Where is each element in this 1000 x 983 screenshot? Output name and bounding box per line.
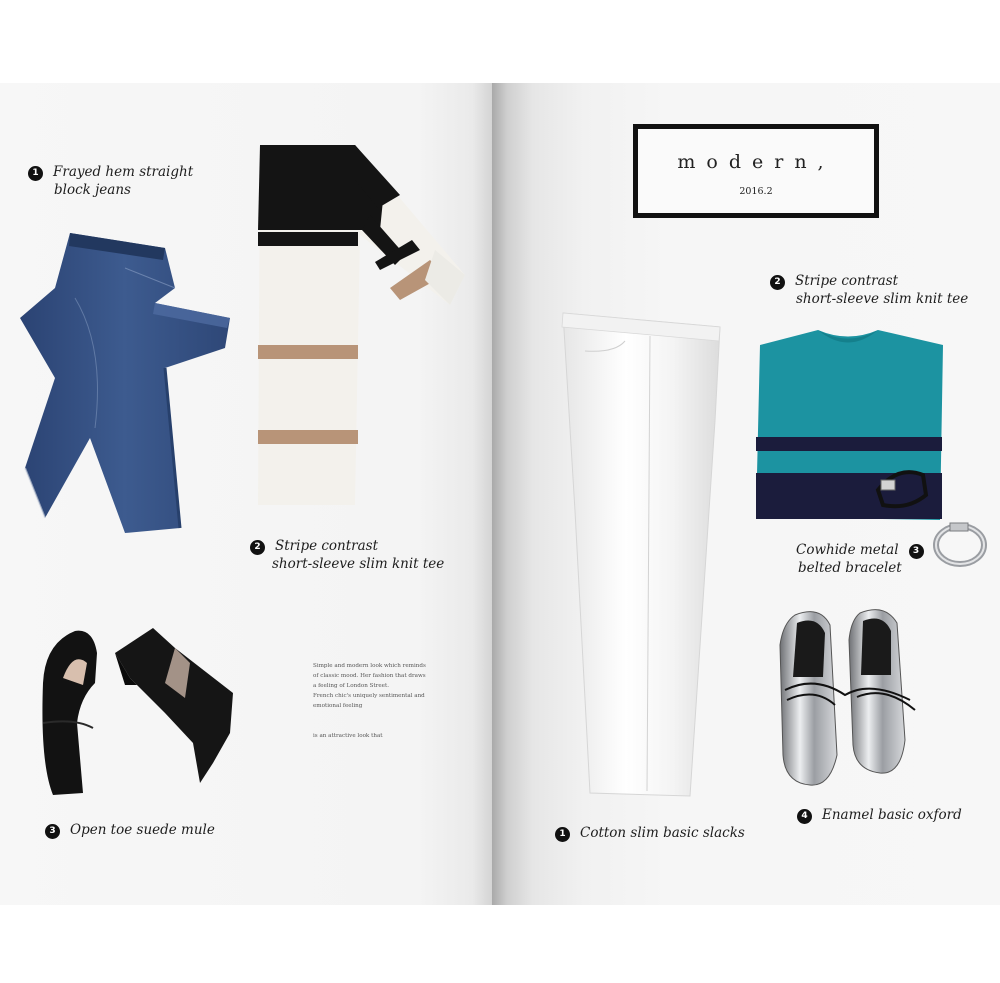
label-knit-tee-right-line1: Stripe contrast [795, 273, 899, 289]
label-mule-line1: Open toe suede mule [70, 822, 215, 838]
white-slacks-image [555, 311, 725, 801]
striped-tee-image [250, 140, 470, 510]
label-slacks [555, 824, 745, 842]
bracelet-image [932, 520, 990, 570]
body-copy-line: a feeling of London Street. [313, 683, 389, 689]
label-oxford-line1: Enamel basic oxford [822, 807, 962, 823]
issue-date: 2016.2 [739, 186, 773, 197]
label-oxford [797, 806, 962, 824]
jeans-image [15, 228, 235, 538]
page-title: modern, [677, 151, 835, 173]
body-copy-line: is an attractive look that [313, 733, 383, 739]
label-knit-tee-left [250, 537, 444, 573]
label-bracelet-line1: Cowhide metal [796, 542, 899, 558]
body-copy-line: emotional feeling [313, 703, 363, 709]
teal-knit-image [748, 325, 953, 525]
label-bracelet-line2: belted bracelet [798, 560, 902, 576]
label-jeans [28, 163, 193, 199]
label-slacks-line1: Cotton slim basic slacks [580, 825, 745, 841]
body-copy-line: Simple and modern look which reminds [313, 663, 426, 669]
label-jeans-line2: block jeans [54, 182, 131, 198]
item-number-badge: 2 [250, 540, 265, 555]
title-box [633, 124, 879, 218]
item-number-badge: 3 [45, 824, 60, 839]
item-number-badge: 2 [770, 275, 785, 290]
enamel-oxford-image [775, 605, 920, 790]
label-bracelet [796, 541, 924, 577]
label-mule [45, 821, 215, 839]
item-number-badge: 1 [28, 166, 43, 181]
label-knit-tee-left-line1: Stripe contrast [275, 538, 379, 554]
item-number-badge: 3 [909, 544, 924, 559]
item-number-badge: 1 [555, 827, 570, 842]
body-copy [313, 661, 433, 741]
label-jeans-line1: Frayed hem straight [53, 164, 194, 180]
body-copy-line: of classic mood. Her fashion that draws [313, 673, 426, 679]
magazine-spread [0, 83, 1000, 905]
label-knit-tee-right-line2: short-sleeve slim knit tee [796, 291, 969, 307]
label-knit-tee-left-line2: short-sleeve slim knit tee [272, 556, 445, 572]
item-number-badge: 4 [797, 809, 812, 824]
suede-mule-image [35, 623, 235, 803]
body-copy-line: French chic's uniquely sentimental and [313, 693, 425, 699]
label-knit-tee-right [770, 272, 968, 308]
left-page [0, 83, 492, 905]
